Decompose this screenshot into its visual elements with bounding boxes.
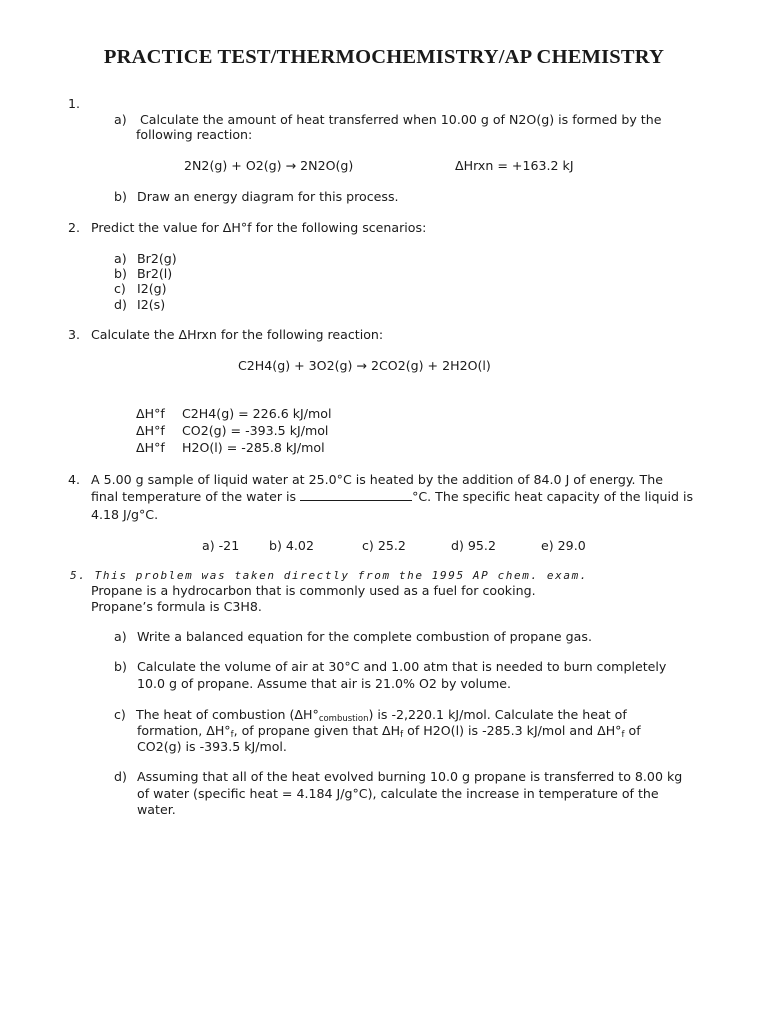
q1a-label: a) — [114, 112, 127, 127]
q3-data-label: ΔH°f — [136, 406, 165, 421]
q3-data-label: ΔH°f — [136, 423, 165, 438]
q5c-line2-part: formation, ΔH° — [137, 723, 231, 738]
q5-intro-line2: Propane’s formula is C3H8. — [91, 599, 262, 614]
q1-equation: 2N2(g) + O2(g) → 2N2O(g) — [184, 158, 354, 173]
q5a-label: a) — [114, 629, 127, 644]
q5c-line1-start: The heat of combustion (ΔH° — [136, 707, 319, 722]
q4-text-line3: 4.18 J/g°C. — [91, 507, 159, 522]
q2-item-text: I2(g) — [137, 281, 167, 296]
q5c-text-line3: CO2(g) is -393.5 kJ/mol. — [137, 739, 287, 754]
subscript-combustion: combustion — [318, 714, 369, 724]
q2-number: 2. — [68, 220, 81, 235]
q3-data-value: CO2(g) = -393.5 kJ/mol — [182, 423, 329, 438]
q2-item-label: c) — [114, 281, 126, 296]
q5-intro-line1: Propane is a hydrocarbon that is commonly used as a fuel for cooking. — [91, 583, 536, 598]
q4-choice: d) 95.2 — [451, 538, 496, 553]
q5c-line2-part: , of propane given that ΔH — [233, 723, 401, 738]
q1a-text-line1: Calculate the amount of heat transferred when 10.00 g of N2O(g) is formed by the — [140, 112, 662, 127]
q4-line2-before-blank: final temperature of the water is — [91, 489, 297, 504]
q2-item-text: I2(s) — [137, 297, 166, 312]
q3-data-label: ΔH°f — [136, 440, 165, 455]
q1b-label: b) — [114, 189, 127, 204]
q5d-text-line2: of water (specific heat = 4.184 J/g°C), calculate the increase in temperature of the — [137, 786, 659, 801]
q5c-line2-part: of H2O(l) is -285.3 kJ/mol and ΔH° — [403, 723, 622, 738]
q1-number: 1. — [68, 96, 81, 111]
subscript-f: f — [621, 730, 625, 740]
q4-choice: a) -21 — [202, 538, 240, 553]
q5-header: 5. This problem was taken directly from the 1995 AP chem. exam. — [70, 569, 589, 582]
q2-item-label: d) — [114, 297, 127, 312]
q5b-label: b) — [114, 659, 127, 674]
q4-number: 4. — [68, 472, 81, 487]
q2-text: Predict the value for ΔH°f for the following scenarios: — [91, 220, 427, 235]
q3-data-value: H2O(l) = -285.8 kJ/mol — [182, 440, 325, 455]
q5b-text-line1: Calculate the volume of air at 30°C and 1.00 atm that is needed to burn completely — [137, 659, 667, 674]
q4-choice: c) 25.2 — [362, 538, 406, 553]
q4-line2-after-blank: °C. The specific heat capacity of the liquid is — [412, 489, 694, 504]
subscript-f: f — [400, 730, 404, 740]
q2-item-label: b) — [114, 266, 127, 281]
q5d-label: d) — [114, 769, 127, 784]
q1-enthalpy: ΔHrxn = +163.2 kJ — [455, 158, 574, 173]
q5b-text-line2: 10.0 g of propane. Assume that air is 21.0% O2 by volume. — [137, 676, 512, 691]
q2-item-text: Br2(g) — [137, 251, 177, 266]
q5d-text-line3: water. — [137, 802, 176, 817]
q5c-label: c) — [114, 707, 126, 722]
q4-choice: e) 29.0 — [541, 538, 586, 553]
q3-text: Calculate the ΔHrxn for the following reaction: — [91, 327, 384, 342]
q2-item-text: Br2(l) — [137, 266, 173, 281]
q1a-text-line2: following reaction: — [136, 127, 253, 142]
q4-choice: b) 4.02 — [269, 538, 314, 553]
q5c-line1-end: ) is -2,220.1 kJ/mol. Calculate the heat of — [368, 707, 627, 722]
q5d-text-line1: Assuming that all of the heat evolved burning 10.0 g propane is transferred to 8.00 kg — [137, 769, 683, 784]
q3-number: 3. — [68, 327, 81, 342]
subscript-f: f — [230, 730, 234, 740]
q5a-text: Write a balanced equation for the complete combustion of propane gas. — [137, 629, 592, 644]
q3-data-value: C2H4(g) = 226.6 kJ/mol — [182, 406, 332, 421]
q2-item-label: a) — [114, 251, 127, 266]
q4-text-line2 — [91, 488, 693, 505]
page-title: PRACTICE TEST/THERMOCHEMISTRY/AP CHEMISTRY — [103, 46, 665, 68]
q3-equation: C2H4(g) + 3O2(g) → 2CO2(g) + 2H2O(l) — [238, 358, 491, 373]
answer-blank — [300, 488, 412, 501]
q1b-text: Draw an energy diagram for this process. — [137, 189, 399, 204]
q5c-line2-part: of — [624, 723, 641, 738]
q4-text-line1: A 5.00 g sample of liquid water at 25.0°C is heated by the addition of 84.0 J of energy. The — [91, 472, 663, 487]
